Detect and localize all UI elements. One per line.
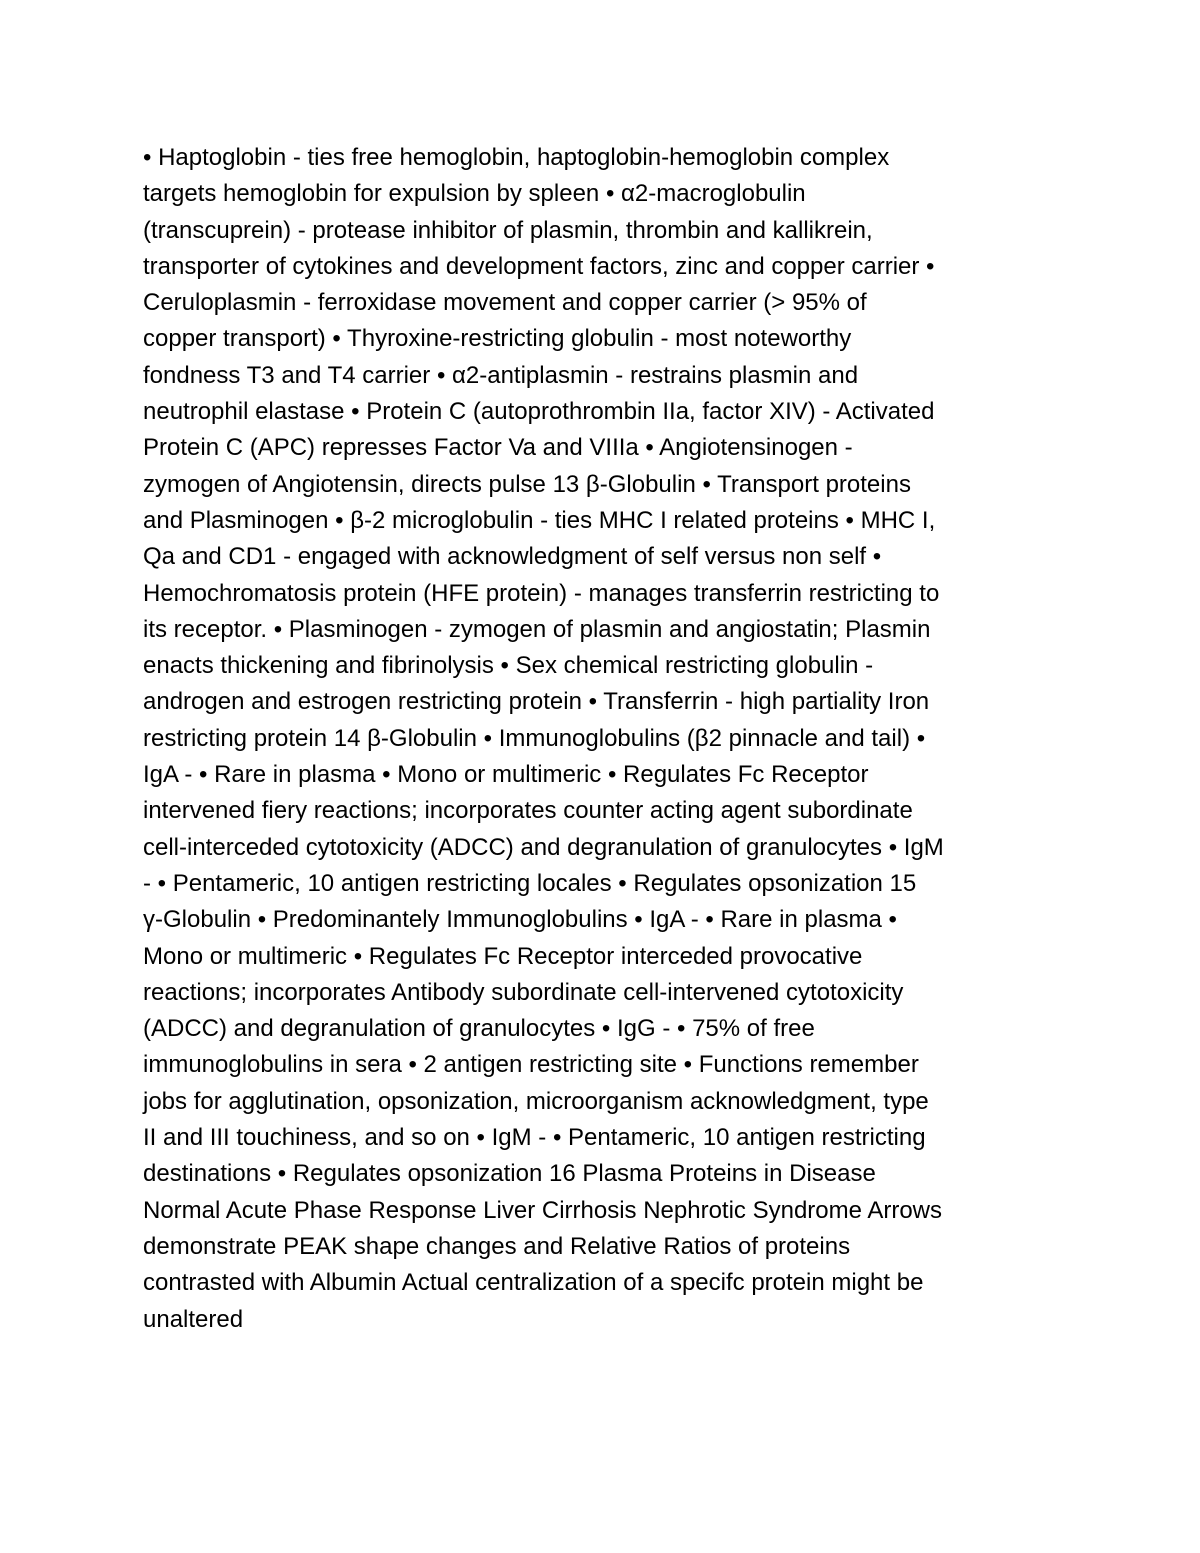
text-line: demonstrate PEAK shape changes and Relative Ratios of proteins (143, 1232, 851, 1260)
text-line: • Haptoglobin - ties free hemoglobin, haptoglobin-hemoglobin complex (143, 144, 890, 171)
text-line: reactions; incorporates Antibody subordinate cell-intervened cytotoxicity (143, 978, 904, 1006)
text-line: Hemochromatosis protein (HFE protein) - manages transferrin restricting to (143, 579, 940, 607)
text-line: Ceruloplasmin - ferroxidase movement and copper carrier (> 95% of (143, 289, 867, 317)
text-line: jobs for agglutination, opsonization, microorganism acknowledgment, type (143, 1087, 929, 1115)
body-text (143, 140, 1063, 1338)
text-line: copper transport) • Thyroxine-restricting globulin - most noteworthy (143, 325, 852, 353)
text-line: cell-interceded cytotoxicity (ADCC) and degranulation of granulocytes • IgM (143, 833, 944, 861)
text-line: intervened fiery reactions; incorporates counter acting agent subordinate (143, 797, 913, 825)
text-line: IgA - • Rare in plasma • Mono or multimeric • Regulates Fc Receptor (143, 761, 869, 789)
text-line: (transcuprein) - protease inhibitor of plasmin, thrombin and kallikrein, (143, 216, 873, 244)
text-line: zymogen of Angiotensin, directs pulse 13 β-Globulin • Transport proteins (143, 470, 911, 498)
text-line: Normal Acute Phase Response Liver Cirrhosis Nephrotic Syndrome Arrows (143, 1196, 942, 1224)
text-line: and Plasminogen • β-2 microglobulin - ties MHC I related proteins • MHC I, (143, 506, 936, 534)
text-line: targets hemoglobin for expulsion by spleen • α2-macroglobulin (143, 180, 806, 208)
text-line: restricting protein 14 β-Globulin • Immunoglobulins (β2 pinnacle and tail) • (143, 724, 926, 752)
text-line: its receptor. • Plasminogen - zymogen of plasmin and angiostatin; Plasmin (143, 615, 931, 643)
text-line: γ-Globulin • Predominantely Immunoglobulins • IgA - • Rare in plasma • (143, 906, 897, 934)
text-line: transporter of cytokines and development factors, zinc and copper carrier • (143, 252, 935, 280)
text-line: Protein C (APC) represses Factor Va and VIIIa • Angiotensinogen - (143, 434, 853, 462)
text-line: immunoglobulins in sera • 2 antigen restricting site • Functions remember (143, 1051, 919, 1079)
text-line: II and III touchiness, and so on • IgM - • Pentameric, 10 antigen restricting (143, 1124, 926, 1152)
text-line: Mono or multimeric • Regulates Fc Receptor interceded provocative (143, 942, 863, 970)
text-line: contrasted with Albumin Actual centralization of a specifc protein might be (143, 1269, 924, 1297)
text-line: enacts thickening and fibrinolysis • Sex chemical restricting globulin - (143, 652, 874, 680)
text-line: (ADCC) and degranulation of granulocytes • IgG - • 75% of free (143, 1015, 815, 1043)
text-line: fondness T3 and T4 carrier • α2-antiplasmin - restrains plasmin and (143, 361, 859, 389)
text-line: unaltered (143, 1305, 244, 1333)
text-line: - • Pentameric, 10 antigen restricting locales • Regulates opsonization 15 (143, 869, 917, 897)
text-line: neutrophil elastase • Protein C (autoprothrombin IIa, factor XIV) - Activated (143, 398, 935, 426)
text-line: Qa and CD1 - engaged with acknowledgment of self versus non self • (143, 543, 882, 571)
text-line: destinations • Regulates opsonization 16 Plasma Proteins in Disease (143, 1160, 876, 1188)
text-line: androgen and estrogen restricting protein • Transferrin - high partiality Iron (143, 688, 930, 716)
